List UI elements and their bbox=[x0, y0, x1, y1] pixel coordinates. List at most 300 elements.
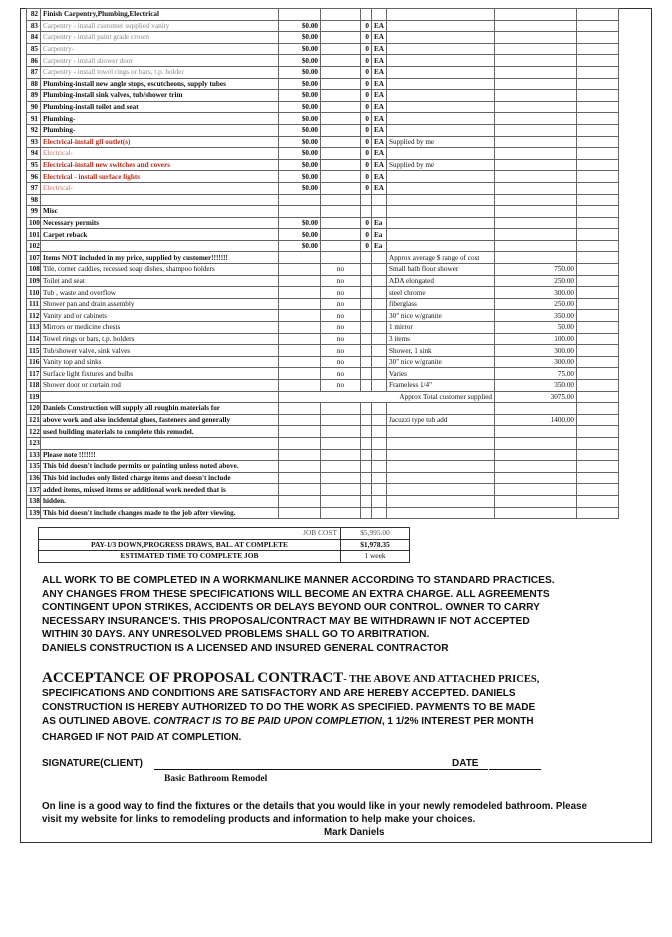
row-unit bbox=[372, 472, 387, 484]
row-number: 89 bbox=[27, 90, 41, 102]
signature-block bbox=[42, 758, 642, 784]
row-description: Plumbing-install sink valves, tub/shower trim bbox=[41, 90, 279, 102]
row-note bbox=[387, 240, 495, 252]
row-description: hidden. bbox=[41, 495, 279, 507]
row-amount bbox=[495, 55, 577, 67]
row-unit: EA bbox=[372, 171, 387, 183]
row-unit: EA bbox=[372, 148, 387, 160]
row-quantity: 0 bbox=[361, 20, 372, 32]
row-note: fiberglass bbox=[387, 298, 495, 310]
row-description bbox=[41, 240, 279, 252]
row-note bbox=[387, 217, 495, 229]
row-note: Supplied by me bbox=[387, 159, 495, 171]
row-amount bbox=[495, 43, 577, 55]
row-extra bbox=[577, 507, 619, 519]
payment-terms-label: PAY-1/3 DOWN,PROGRESS DRAWS, BAL. AT COMPLETE bbox=[39, 539, 341, 551]
row-amount bbox=[495, 252, 577, 264]
row-description bbox=[41, 437, 279, 449]
row-quantity: 0 bbox=[361, 43, 372, 55]
row-number: 138 bbox=[27, 495, 41, 507]
row-extra bbox=[577, 20, 619, 32]
row-quantity: 0 bbox=[361, 66, 372, 78]
row-included: no bbox=[321, 275, 361, 287]
row-price: $0.00 bbox=[279, 101, 321, 113]
row-price bbox=[279, 9, 321, 21]
table-row bbox=[27, 472, 619, 484]
payment-terms-row bbox=[39, 539, 410, 551]
row-note bbox=[387, 437, 495, 449]
row-description: Daniels Construction will supply all roughin materials for bbox=[41, 403, 279, 415]
row-included bbox=[321, 159, 361, 171]
acceptance-section bbox=[42, 671, 652, 745]
row-quantity bbox=[361, 345, 372, 357]
row-note: steel chrome bbox=[387, 287, 495, 299]
row-amount bbox=[495, 9, 577, 21]
row-unit: EA bbox=[372, 124, 387, 136]
estimate-sheet bbox=[26, 8, 650, 519]
row-price bbox=[279, 507, 321, 519]
acceptance-line: CONSTRUCTION IS HEREBY AUTHORIZED TO DO THE WORK AS SPECIFIED. PAYMENTS TO BE MADE bbox=[42, 702, 536, 713]
row-included: no bbox=[321, 287, 361, 299]
row-unit bbox=[372, 437, 387, 449]
terms-line: DANIELS CONSTRUCTION IS A LICENSED AND INSURED GENERAL CONTRACTOR bbox=[42, 642, 449, 654]
table-row bbox=[27, 159, 619, 171]
row-quantity bbox=[361, 461, 372, 473]
row-unit bbox=[372, 322, 387, 334]
row-number: 91 bbox=[27, 113, 41, 125]
row-amount bbox=[495, 32, 577, 44]
row-unit: EA bbox=[372, 90, 387, 102]
row-number: 123 bbox=[27, 437, 41, 449]
row-included: no bbox=[321, 264, 361, 276]
row-amount bbox=[495, 507, 577, 519]
row-number: 119 bbox=[27, 391, 41, 403]
row-extra bbox=[577, 356, 619, 368]
row-quantity bbox=[361, 298, 372, 310]
row-price: $0.00 bbox=[279, 66, 321, 78]
row-amount: 1400.00 bbox=[495, 414, 577, 426]
row-number: 93 bbox=[27, 136, 41, 148]
row-included: no bbox=[321, 368, 361, 380]
row-extra bbox=[577, 252, 619, 264]
row-number: 113 bbox=[27, 322, 41, 334]
row-number: 112 bbox=[27, 310, 41, 322]
row-included: no bbox=[321, 298, 361, 310]
row-price bbox=[279, 356, 321, 368]
row-note bbox=[387, 449, 495, 461]
row-extra bbox=[577, 194, 619, 206]
row-note bbox=[387, 472, 495, 484]
acceptance-payment-clause: CONTRACT IS TO BE PAID UPON COMPLETION bbox=[153, 716, 382, 727]
row-amount: 300.00 bbox=[495, 356, 577, 368]
row-amount bbox=[495, 136, 577, 148]
row-amount bbox=[495, 148, 577, 160]
row-extra bbox=[577, 78, 619, 90]
row-amount: 300.00 bbox=[495, 345, 577, 357]
row-quantity: 0 bbox=[361, 217, 372, 229]
row-extra bbox=[577, 229, 619, 241]
row-description: Plumbing- bbox=[41, 113, 279, 125]
row-unit: EA bbox=[372, 78, 387, 90]
row-included bbox=[321, 437, 361, 449]
row-included bbox=[321, 403, 361, 415]
row-description: Shower door or curtain rod bbox=[41, 380, 279, 392]
row-number: 117 bbox=[27, 368, 41, 380]
date-label: DATE bbox=[452, 758, 479, 769]
table-row bbox=[27, 171, 619, 183]
row-number: 115 bbox=[27, 345, 41, 357]
row-number: 94 bbox=[27, 148, 41, 160]
row-amount bbox=[495, 113, 577, 125]
signature-line[interactable] bbox=[154, 769, 488, 770]
row-price bbox=[279, 206, 321, 218]
row-description: This bid doesn't include permits or painting unless noted above. bbox=[41, 461, 279, 473]
row-quantity: 0 bbox=[361, 90, 372, 102]
row-note bbox=[387, 484, 495, 496]
row-price bbox=[279, 275, 321, 287]
row-note bbox=[387, 403, 495, 415]
table-row bbox=[27, 136, 619, 148]
row-note bbox=[387, 43, 495, 55]
row-unit bbox=[372, 275, 387, 287]
row-extra bbox=[577, 171, 619, 183]
row-note bbox=[387, 124, 495, 136]
row-quantity bbox=[361, 206, 372, 218]
row-extra bbox=[577, 333, 619, 345]
table-row bbox=[27, 252, 619, 264]
payment-terms-value: $1,978.35 bbox=[340, 539, 409, 551]
row-price bbox=[279, 298, 321, 310]
row-description: Surface light fixtures and bulbs bbox=[41, 368, 279, 380]
row-quantity bbox=[361, 194, 372, 206]
row-unit bbox=[372, 484, 387, 496]
row-unit bbox=[372, 206, 387, 218]
row-included bbox=[321, 113, 361, 125]
row-note bbox=[387, 426, 495, 438]
row-quantity bbox=[361, 322, 372, 334]
row-price bbox=[279, 426, 321, 438]
row-price bbox=[279, 484, 321, 496]
row-number: 98 bbox=[27, 194, 41, 206]
row-amount: 3075.00 bbox=[495, 391, 577, 403]
terms-line: ANY CHANGES FROM THESE SPECIFICATIONS WILL BECOME AN EXTRA CHARGE. ALL AGREEMENTS bbox=[42, 588, 550, 600]
row-description: Items NOT included in my price, supplied by customer!!!!!!! bbox=[41, 252, 279, 264]
row-extra bbox=[577, 217, 619, 229]
table-row bbox=[27, 217, 619, 229]
row-unit bbox=[372, 380, 387, 392]
row-description bbox=[41, 194, 279, 206]
row-note bbox=[387, 182, 495, 194]
row-amount bbox=[495, 20, 577, 32]
row-included bbox=[321, 426, 361, 438]
table-row bbox=[27, 229, 619, 241]
row-extra bbox=[577, 495, 619, 507]
table-row bbox=[27, 101, 619, 113]
table-row bbox=[27, 194, 619, 206]
row-unit: Ea bbox=[372, 217, 387, 229]
table-row bbox=[27, 298, 619, 310]
row-number: 85 bbox=[27, 43, 41, 55]
row-note: Shower, 1 sink bbox=[387, 345, 495, 357]
row-amount bbox=[495, 240, 577, 252]
row-included bbox=[321, 124, 361, 136]
row-extra bbox=[577, 55, 619, 67]
row-unit bbox=[372, 356, 387, 368]
row-number: 135 bbox=[27, 461, 41, 473]
table-row bbox=[27, 484, 619, 496]
row-note: ADA elongated bbox=[387, 275, 495, 287]
row-included: no bbox=[321, 310, 361, 322]
row-extra bbox=[577, 414, 619, 426]
row-note: Varies bbox=[387, 368, 495, 380]
row-amount bbox=[495, 449, 577, 461]
row-extra bbox=[577, 182, 619, 194]
row-description: Tub , waste and overflow bbox=[41, 287, 279, 299]
row-included bbox=[321, 9, 361, 21]
row-unit bbox=[372, 414, 387, 426]
row-included bbox=[321, 449, 361, 461]
row-price: $0.00 bbox=[279, 32, 321, 44]
row-quantity bbox=[361, 507, 372, 519]
row-price bbox=[279, 333, 321, 345]
row-description: Mirrors or medicine chests bbox=[41, 322, 279, 334]
row-extra bbox=[577, 403, 619, 415]
row-included: no bbox=[321, 322, 361, 334]
row-price: $0.00 bbox=[279, 229, 321, 241]
row-extra bbox=[577, 66, 619, 78]
row-number: 95 bbox=[27, 159, 41, 171]
row-price: $0.00 bbox=[279, 148, 321, 160]
row-price: $0.00 bbox=[279, 90, 321, 102]
table-row bbox=[27, 403, 619, 415]
row-included bbox=[321, 484, 361, 496]
table-row bbox=[27, 287, 619, 299]
row-quantity bbox=[361, 275, 372, 287]
row-price bbox=[279, 449, 321, 461]
row-amount bbox=[495, 159, 577, 171]
row-number: 96 bbox=[27, 171, 41, 183]
row-note bbox=[387, 90, 495, 102]
row-quantity bbox=[361, 495, 372, 507]
row-note bbox=[387, 171, 495, 183]
row-extra bbox=[577, 380, 619, 392]
row-amount bbox=[495, 484, 577, 496]
row-amount bbox=[495, 495, 577, 507]
row-unit: Ea bbox=[372, 240, 387, 252]
table-row bbox=[27, 333, 619, 345]
acceptance-line: SPECIFICATIONS AND CONDITIONS ARE SATISFACTORY AND ARE HEREBY ACCEPTED. DANIELS bbox=[42, 688, 516, 699]
row-number: 90 bbox=[27, 101, 41, 113]
row-description: used building materials to complete this remodel. bbox=[41, 426, 279, 438]
row-unit: Ea bbox=[372, 229, 387, 241]
row-amount bbox=[495, 403, 577, 415]
acceptance-title-rest: - THE ABOVE AND ATTACHED PRICES, bbox=[343, 674, 540, 685]
row-description: Electrical- bbox=[41, 148, 279, 160]
row-note: Frameless 1/4" bbox=[387, 380, 495, 392]
row-included bbox=[321, 43, 361, 55]
row-price bbox=[279, 368, 321, 380]
online-line: visit my website for links to remodeling products and information to help make your choices. bbox=[42, 814, 476, 825]
row-amount: 350.00 bbox=[495, 380, 577, 392]
row-extra bbox=[577, 322, 619, 334]
row-included bbox=[321, 414, 361, 426]
row-unit: EA bbox=[372, 43, 387, 55]
row-description bbox=[41, 391, 279, 403]
row-included bbox=[321, 217, 361, 229]
row-extra bbox=[577, 90, 619, 102]
row-number: 116 bbox=[27, 356, 41, 368]
table-row bbox=[27, 495, 619, 507]
estimated-time-value: 1 week bbox=[340, 551, 409, 563]
row-extra bbox=[577, 124, 619, 136]
row-note: 30" nice w/granite bbox=[387, 310, 495, 322]
row-quantity: 0 bbox=[361, 55, 372, 67]
row-price bbox=[279, 461, 321, 473]
table-row bbox=[27, 9, 619, 21]
row-quantity bbox=[361, 368, 372, 380]
row-extra bbox=[577, 461, 619, 473]
row-description: above work and also incidental glues, fasteners and generally bbox=[41, 414, 279, 426]
row-quantity: 0 bbox=[361, 124, 372, 136]
row-description: Towel rings or bars, t.p. holders bbox=[41, 333, 279, 345]
row-quantity: 0 bbox=[361, 159, 372, 171]
row-unit bbox=[372, 461, 387, 473]
row-included bbox=[321, 66, 361, 78]
row-quantity bbox=[361, 252, 372, 264]
row-price bbox=[279, 264, 321, 276]
row-description: Electrical - install surface lights bbox=[41, 171, 279, 183]
row-price: $0.00 bbox=[279, 171, 321, 183]
estimated-time-row bbox=[39, 551, 410, 563]
row-amount bbox=[495, 124, 577, 136]
row-price bbox=[279, 495, 321, 507]
row-description: Plumbing-install new angle stops, escutcheons, supply tubes bbox=[41, 78, 279, 90]
row-unit bbox=[372, 252, 387, 264]
row-price bbox=[279, 252, 321, 264]
row-extra bbox=[577, 368, 619, 380]
row-unit: EA bbox=[372, 20, 387, 32]
row-extra bbox=[577, 43, 619, 55]
row-unit bbox=[372, 368, 387, 380]
author-name: Mark Daniels bbox=[324, 827, 385, 838]
row-price: $0.00 bbox=[279, 217, 321, 229]
row-description: Please note !!!!!!! bbox=[41, 449, 279, 461]
table-row bbox=[27, 78, 619, 90]
project-subtitle: Basic Bathroom Remodel bbox=[164, 774, 268, 784]
estimate-table bbox=[26, 8, 619, 519]
table-row bbox=[27, 275, 619, 287]
row-unit bbox=[372, 9, 387, 21]
row-note bbox=[387, 507, 495, 519]
row-unit bbox=[372, 345, 387, 357]
row-price bbox=[279, 414, 321, 426]
row-amount bbox=[495, 171, 577, 183]
row-description: Plumbing- bbox=[41, 124, 279, 136]
row-included: no bbox=[321, 345, 361, 357]
date-line[interactable] bbox=[489, 769, 541, 770]
row-note bbox=[387, 113, 495, 125]
row-number: 82 bbox=[27, 9, 41, 21]
row-note: 30" nice w/granite bbox=[387, 356, 495, 368]
row-extra bbox=[577, 298, 619, 310]
row-number: 114 bbox=[27, 333, 41, 345]
row-note: 1 mirror bbox=[387, 322, 495, 334]
row-included bbox=[321, 194, 361, 206]
row-included: no bbox=[321, 380, 361, 392]
row-amount: 50.00 bbox=[495, 322, 577, 334]
row-price: $0.00 bbox=[279, 124, 321, 136]
row-amount bbox=[495, 206, 577, 218]
table-row bbox=[27, 240, 619, 252]
row-included: no bbox=[321, 356, 361, 368]
row-number: 86 bbox=[27, 55, 41, 67]
row-unit bbox=[372, 403, 387, 415]
row-quantity: 0 bbox=[361, 148, 372, 160]
row-description: Electrical-install new switches and covers bbox=[41, 159, 279, 171]
table-row bbox=[27, 368, 619, 380]
row-number: 118 bbox=[27, 380, 41, 392]
row-extra bbox=[577, 437, 619, 449]
online-line: On line is a good way to find the fixtures or the details that you would like in your newly remodeled bathroom. Please bbox=[42, 801, 587, 812]
table-row bbox=[27, 426, 619, 438]
table-row bbox=[27, 264, 619, 276]
row-number: 101 bbox=[27, 229, 41, 241]
row-included bbox=[321, 229, 361, 241]
row-number: 88 bbox=[27, 78, 41, 90]
job-cost-label: JOB COST bbox=[39, 528, 341, 540]
row-extra bbox=[577, 345, 619, 357]
row-quantity: 0 bbox=[361, 78, 372, 90]
row-price: $0.00 bbox=[279, 43, 321, 55]
row-amount bbox=[495, 194, 577, 206]
row-note bbox=[387, 495, 495, 507]
row-price: $0.00 bbox=[279, 78, 321, 90]
row-quantity: 0 bbox=[361, 240, 372, 252]
row-description: This bid doesn't include changes made to the job after viewing. bbox=[41, 507, 279, 519]
row-quantity bbox=[361, 9, 372, 21]
row-note bbox=[387, 55, 495, 67]
row-quantity bbox=[361, 380, 372, 392]
row-note bbox=[387, 20, 495, 32]
acceptance-line-part: , 1 1/2% INTEREST PER MONTH bbox=[381, 716, 534, 727]
row-quantity bbox=[361, 403, 372, 415]
row-included bbox=[321, 182, 361, 194]
row-note: Approx average $ range of cost bbox=[387, 252, 495, 264]
row-price: $0.00 bbox=[279, 55, 321, 67]
estimated-time-label: ESTIMATED TIME TO COMPLETE JOB bbox=[39, 551, 341, 563]
row-price bbox=[279, 437, 321, 449]
row-amount bbox=[495, 461, 577, 473]
row-description: Finish Carpentry,Plumbing,Electrical bbox=[41, 9, 279, 21]
table-row bbox=[27, 182, 619, 194]
row-included bbox=[321, 101, 361, 113]
row-unit: EA bbox=[372, 113, 387, 125]
row-amount bbox=[495, 182, 577, 194]
row-description: Plumbing-install toilet and seat bbox=[41, 101, 279, 113]
row-quantity: 0 bbox=[361, 101, 372, 113]
row-number: 102 bbox=[27, 240, 41, 252]
row-included bbox=[321, 136, 361, 148]
terms-line: CONTINGENT UPON STRIKES, ACCIDENTS OR DELAYS BEYOND OUR CONTROL. OWNER TO CARRY bbox=[42, 602, 540, 614]
row-number: 97 bbox=[27, 182, 41, 194]
row-amount bbox=[495, 101, 577, 113]
row-note: Jacuzzi type tub add bbox=[387, 414, 495, 426]
row-description: Shower pan and drain assembly bbox=[41, 298, 279, 310]
row-unit: EA bbox=[372, 101, 387, 113]
row-unit: EA bbox=[372, 55, 387, 67]
row-note bbox=[387, 461, 495, 473]
row-included bbox=[321, 495, 361, 507]
